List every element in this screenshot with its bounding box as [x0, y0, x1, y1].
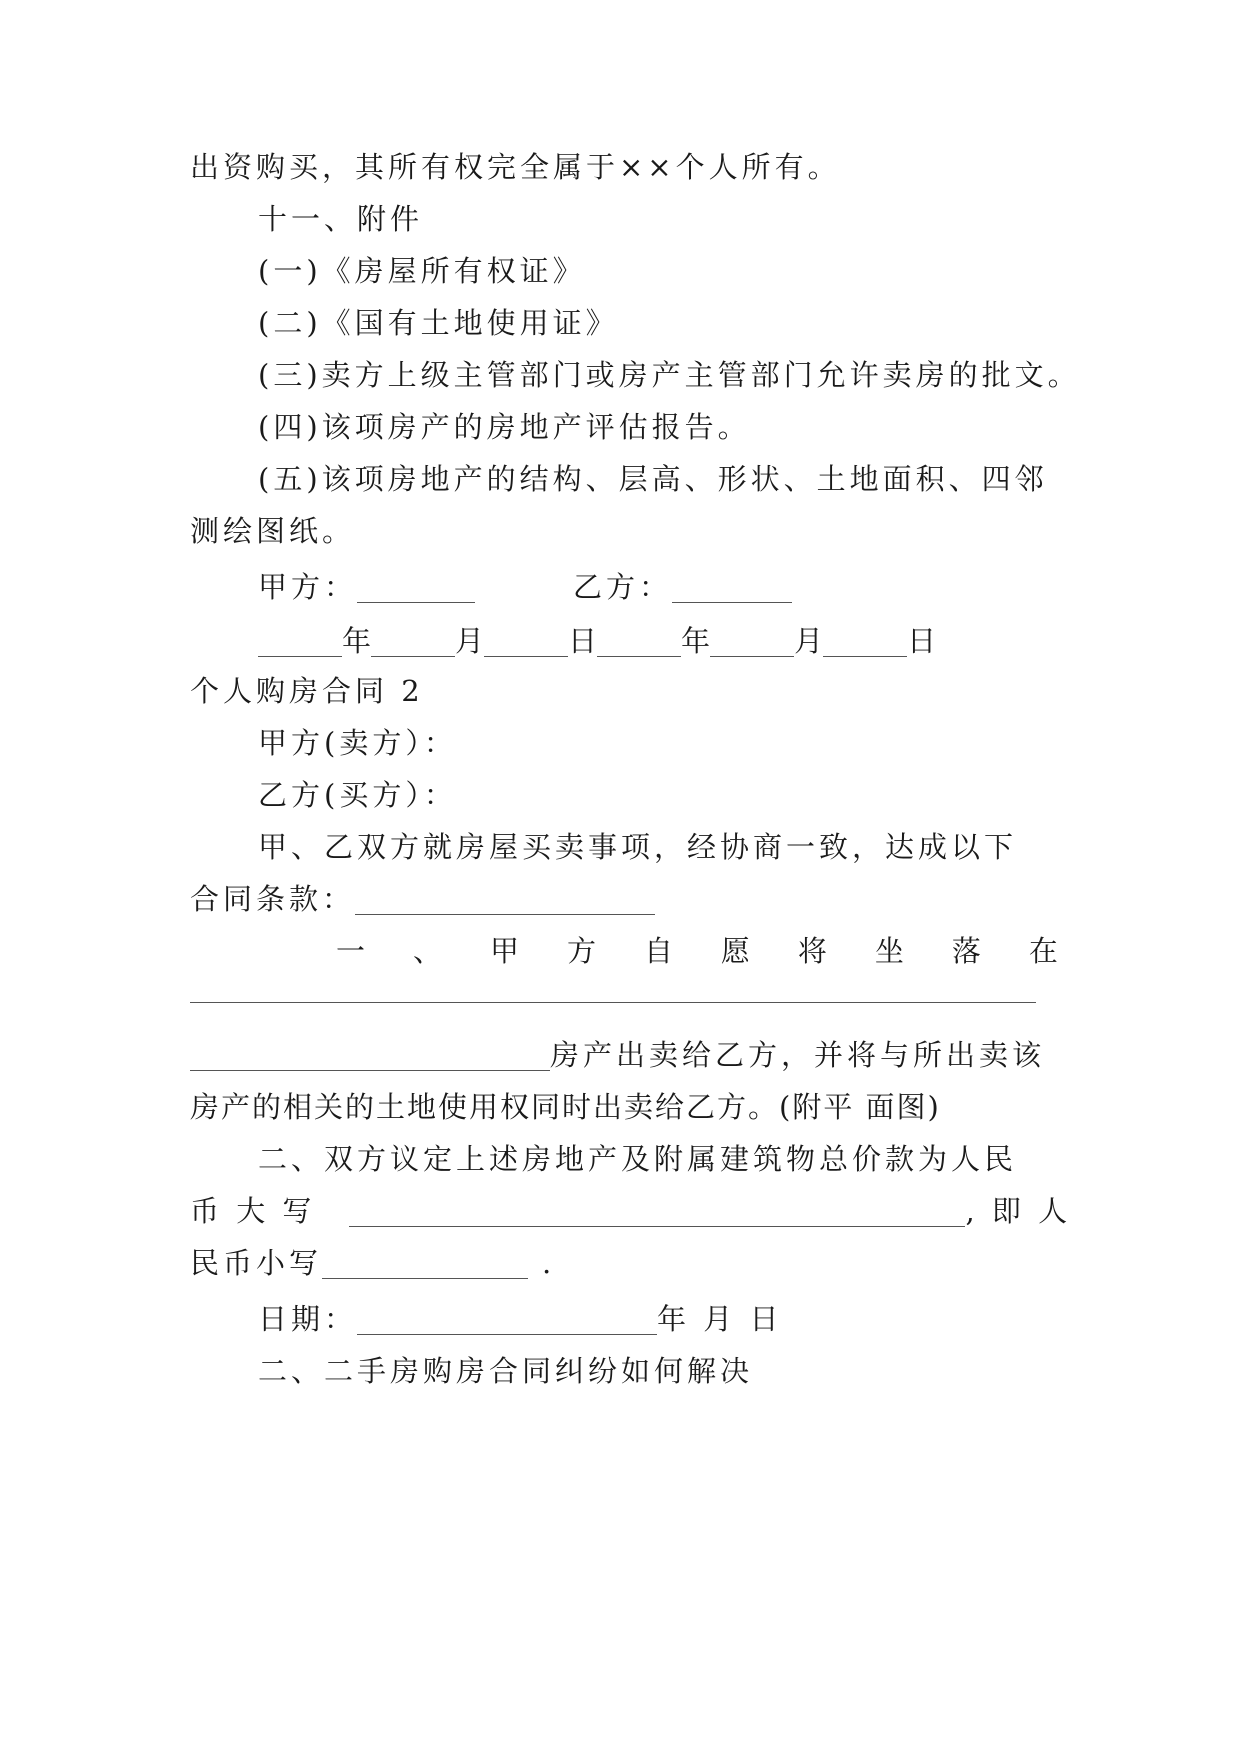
year-label: 年 — [681, 624, 711, 658]
list-item: (一)《房屋所有权证》 — [258, 254, 586, 288]
date-label: 日期： — [258, 1302, 358, 1336]
paragraph-line: 房产的相关的土地使用权同时出卖给乙方。(附平 面图) — [190, 1090, 941, 1124]
date-blank — [357, 1304, 657, 1335]
month-label: 月 — [455, 624, 485, 658]
list-item: (二)《国有土地使用证》 — [258, 306, 619, 340]
party-a-blank — [357, 572, 475, 603]
location-blank — [190, 1040, 550, 1071]
section-heading-attachments: 十一、附件 — [258, 202, 424, 236]
price-lowercase-line: 民币小写 . — [190, 1246, 556, 1280]
list-item: (四)该项房产的房地产评估报告。 — [258, 410, 751, 444]
day-label: 日 — [907, 624, 937, 658]
section-heading: 二、二手房购房合同纠纷如何解决 — [258, 1354, 754, 1388]
lowercase-label: 民币小写 — [190, 1246, 323, 1280]
party-a-label: 甲方： — [258, 570, 358, 604]
party-b-label: 乙方： — [573, 570, 673, 604]
terms-blank — [355, 884, 655, 915]
date-signature-line: 日期： 年 月 日 — [258, 1302, 783, 1336]
day-label: 日 — [568, 624, 598, 658]
uppercase-label: 币 大 写 — [190, 1194, 316, 1228]
price-uppercase-line: 币 大 写 , 即 人 — [190, 1194, 1072, 1228]
year-label: 年 — [342, 624, 372, 658]
paragraph-line: 测绘图纸。 — [190, 514, 356, 548]
uppercase-blank — [349, 1196, 965, 1227]
location-blank-rule — [190, 1002, 1036, 1003]
month-label: 月 — [794, 624, 824, 658]
seller-line: 甲方(卖方）： — [258, 726, 457, 760]
list-item: (三)卖方上级主管部门或房产主管部门允许卖房的批文。 — [258, 358, 1081, 392]
lowercase-blank — [322, 1248, 528, 1279]
signature-line — [258, 558, 1060, 616]
terms-label: 合同条款： — [190, 882, 356, 916]
clause-1-spaced: 一 、 甲 方 自 愿 将 坐 落 在 — [336, 934, 1058, 968]
paragraph-line: 二、双方议定上述房地产及附属建筑物总价款为人民 — [258, 1142, 1018, 1176]
list-item: (五)该项房地产的结构、层高、形状、土地面积、四邻 — [258, 462, 1048, 496]
paragraph-line: 出资购买，其所有权完全属于××个人所有。 — [190, 150, 841, 184]
contract-title: 个人购房合同 2 — [190, 674, 424, 708]
paragraph-line — [190, 870, 1060, 928]
paragraph-line: 房产出卖给乙方，并将与所出卖该 — [190, 1026, 1060, 1084]
paragraph-line: 甲、乙双方就房屋买卖事项，经协商一致，达成以下 — [258, 830, 1018, 864]
party-b-blank — [672, 572, 792, 603]
buyer-line: 乙方(买方）： — [258, 778, 457, 812]
